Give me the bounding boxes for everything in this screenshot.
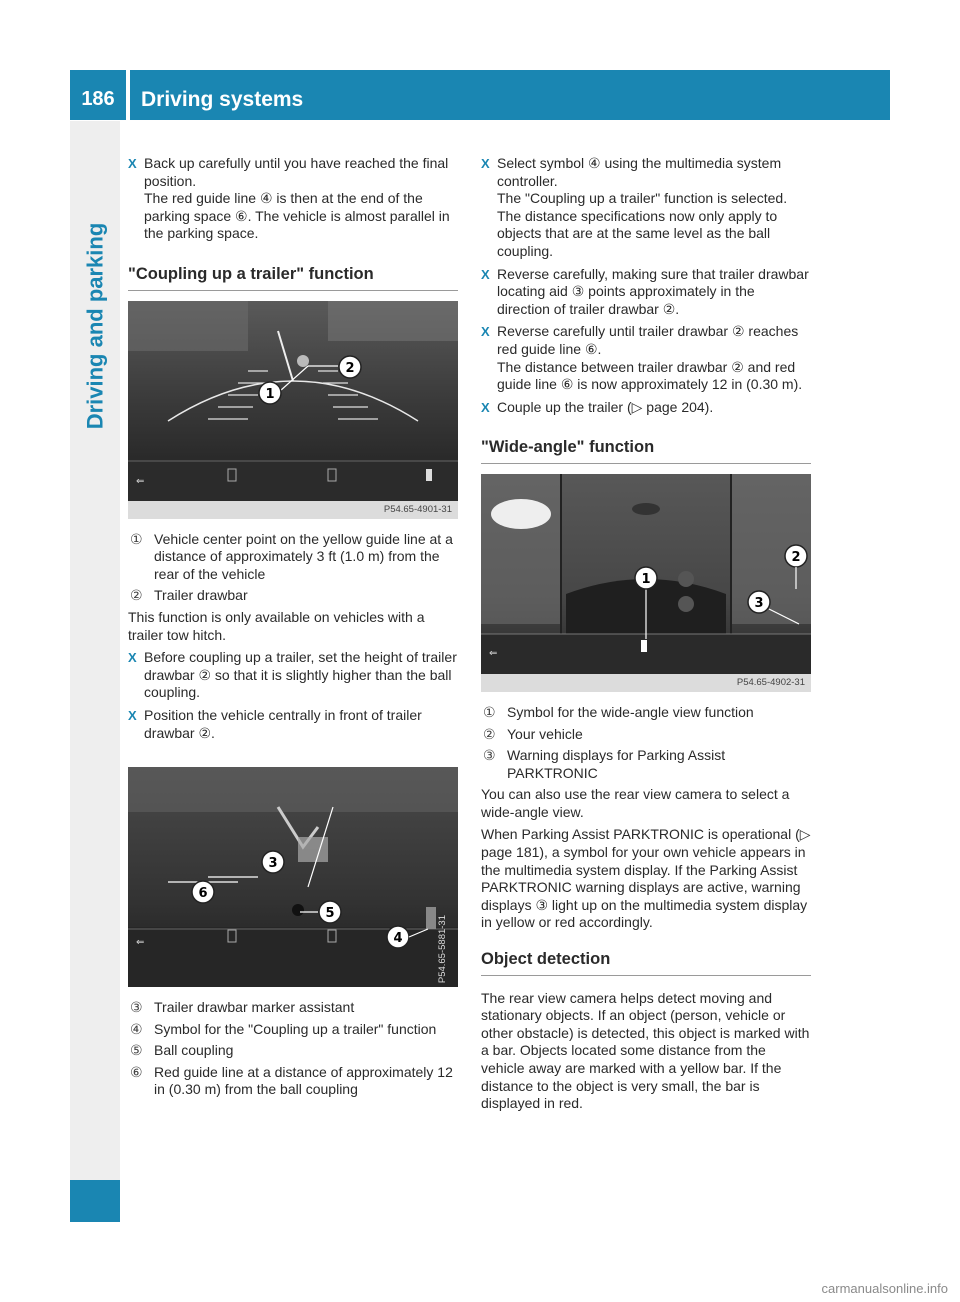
svg-text:⇐: ⇐: [136, 937, 145, 949]
chapter-marker: [70, 1180, 120, 1222]
callout-5: 5: [325, 906, 335, 922]
function-note: This function is only available on vehicles with a trailer tow hitch.: [128, 608, 425, 643]
chapter-label: Driving and parking: [82, 222, 107, 430]
step-text: Couple up the trailer (▷ page 204).: [497, 398, 714, 415]
header-divider: [126, 70, 130, 120]
svg-text:⇐: ⇐: [489, 647, 498, 659]
step-back-up: [128, 155, 458, 243]
legend-text: Red guide line at a distance of approximately 12 in (0.30 m) from the ball coupling: [154, 1063, 453, 1098]
step: [128, 707, 458, 742]
legend-item: [128, 1042, 458, 1060]
callout-2: 2: [345, 360, 355, 376]
section-heading-wide-angle: "Wide-angle" function: [481, 439, 811, 464]
legend-number: ④: [130, 1020, 143, 1037]
svg-text:⇐: ⇐: [136, 475, 145, 487]
figure-coupling-camera: [128, 301, 458, 501]
legend-text: Ball coupling: [154, 1042, 234, 1059]
legend-number: ②: [130, 587, 143, 604]
legend-item: [128, 1021, 458, 1039]
legend-text: Symbol for the wide-angle view function: [507, 703, 754, 720]
step-text: Before coupling up a trailer, set the height of trailer drawbar ② so that it is slightly higher than the ball coupling.: [144, 649, 457, 701]
legend-number: ②: [483, 725, 496, 742]
page-title: Driving systems: [141, 88, 304, 111]
step-marker: X: [481, 266, 490, 282]
callout-1: 1: [641, 571, 651, 587]
figure-drawbar-camera: [128, 767, 458, 987]
page-number: 186: [81, 88, 115, 110]
legend-text: Symbol for the "Coupling up a trailer" function: [154, 1020, 437, 1037]
callout-2: 2: [791, 549, 801, 565]
step: [481, 266, 811, 319]
legend-number: ①: [130, 530, 143, 547]
step-text: The red guide line ④ is then at the end of the parking space ⑥. The vehicle is almost parallel in the parking space.: [144, 190, 450, 242]
section-heading-coupling: "Coupling up a trailer" function: [128, 266, 458, 291]
right-column: [481, 155, 811, 1118]
callout-3: 3: [754, 595, 764, 611]
legend-item: [128, 999, 458, 1017]
step-text: The "Coupling up a trailer" function is selected. The distance specifications now only apply to objects that are at the same level as the ball coupling.: [497, 190, 788, 259]
step: [481, 155, 811, 261]
step-text: The distance between trailer drawbar ② and red guide line ⑥ is now approximately 12 in (0.30 m).: [497, 358, 803, 393]
step-marker: X: [128, 650, 137, 666]
legend-text: Trailer drawbar: [154, 587, 248, 604]
legend-item: [128, 531, 458, 584]
legend-number: ⑥: [130, 1063, 143, 1080]
step-text: Back up carefully until you have reached the final position.: [144, 155, 449, 189]
watermark: carmanualsonline.info: [821, 1281, 948, 1296]
legend-item: [481, 704, 811, 722]
paragraph: You can also use the rear view camera to select a wide-angle view.: [481, 786, 790, 820]
step-marker: X: [128, 707, 137, 723]
callout-6: 6: [198, 886, 208, 902]
legend-number: ③: [483, 747, 496, 764]
legend-text: Your vehicle: [507, 725, 583, 742]
step-marker: X: [481, 324, 490, 340]
left-column: [128, 155, 458, 1103]
step-text: Position the vehicle centrally in front of trailer drawbar ②.: [144, 706, 422, 741]
figure-caption: P54.65-4901-31: [128, 501, 458, 519]
legend-text: Warning displays for Parking Assist PARKTRONIC: [507, 747, 726, 781]
legend-number: ③: [130, 999, 143, 1016]
legend-number: ①: [483, 703, 496, 720]
step: [128, 649, 458, 702]
legend-text: Trailer drawbar marker assistant: [154, 999, 355, 1016]
step: [481, 323, 811, 393]
figure-caption: P54.65-4902-31: [481, 674, 811, 692]
section-heading-object-detection: Object detection: [481, 951, 811, 976]
legend-item: [481, 726, 811, 744]
legend-item: [128, 1064, 458, 1099]
legend-number: ⑤: [130, 1042, 143, 1059]
step-text: Reverse carefully, making sure that trailer drawbar locating aid ③ points approximately in the direction of trailer drawbar ②.: [497, 265, 809, 317]
step-text: Reverse carefully until trailer drawbar ② reaches red guide line ⑥.: [497, 323, 799, 357]
legend-item: [128, 587, 458, 605]
callout-3: 3: [268, 856, 278, 872]
figure-wide-angle-camera: [481, 474, 811, 674]
callout-1: 1: [265, 386, 275, 402]
step-marker: X: [481, 399, 490, 415]
step-marker: X: [481, 156, 490, 171]
legend-item: [481, 747, 811, 782]
step-marker: X: [128, 156, 137, 171]
figure-code: P54.65-5881-31: [437, 914, 449, 984]
callout-4: 4: [393, 931, 403, 947]
paragraph: When Parking Assist PARKTRONIC is operational (▷ page 181), a symbol for your own vehicle appears in the multimedia system display. If the Parking Assist PARKTRONIC warning displays are active, warning displays ③ light up on the multimedia system display in yellow or red accordingly.: [481, 826, 811, 931]
step: [481, 399, 811, 417]
paragraph: The rear view camera helps detect moving and stationary objects. If an object (person, vehicle or other obstacle) is detected, this object is marked with a bar. Objects located some distance from the vehicle away are marked with a yellow bar. If the distance to the object is very small, the bar is displayed in red.: [481, 989, 810, 1112]
legend-text: Vehicle center point on the yellow guide line at a distance of approximately 3 ft (1.0 m) from the rear of the vehicle: [154, 530, 453, 582]
chapter-tab[interactable]: [70, 121, 120, 531]
step-text: Select symbol ④ using the multimedia system controller.: [497, 155, 782, 189]
